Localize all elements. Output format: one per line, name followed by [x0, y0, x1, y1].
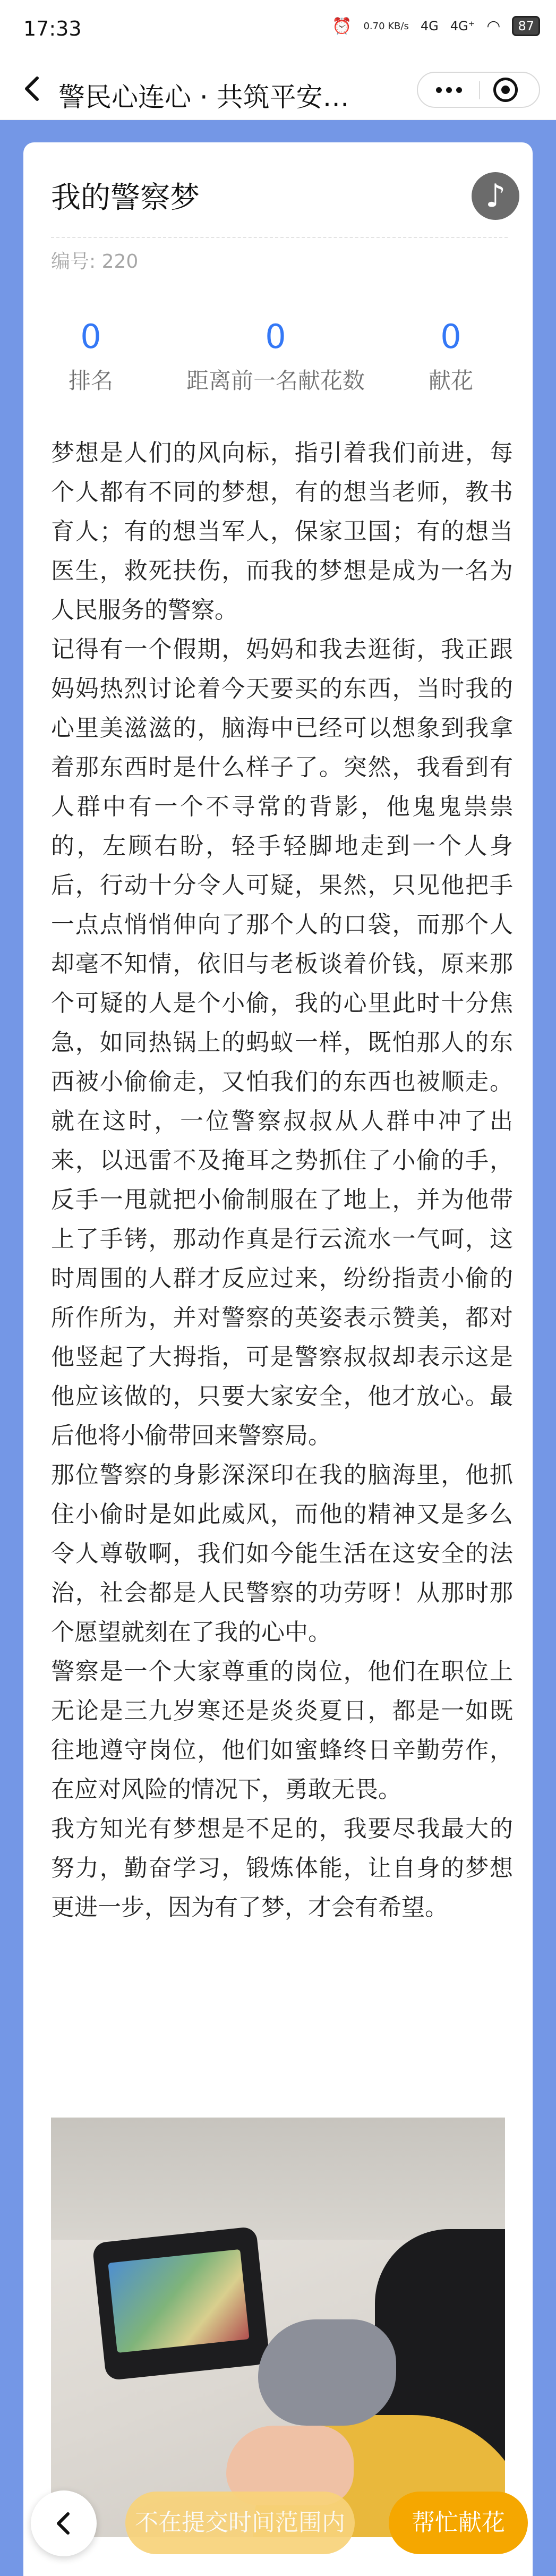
submit-window-closed-button[interactable]: 不在提交时间范围内	[125, 2492, 355, 2554]
status-bar	[0, 0, 556, 61]
photo-tablet-screen	[108, 2249, 249, 2353]
give-flowers-button[interactable]: 帮忙献花	[389, 2492, 528, 2554]
stat-rank-value: 0	[80, 317, 101, 356]
alarm-icon: ⏰	[332, 16, 352, 36]
essay-paragraph: 梦想是人们的风向标，指引着我们前进，每个人都有不同的梦想，有的想当老师，教书育人；有的想当军人，保家卫国；有的想当医生，救死扶伤，而我的梦想是成为一名为人民服务的警察。	[51, 439, 513, 624]
status-time: 17:33	[23, 17, 82, 40]
stat-flowers	[411, 318, 491, 395]
nav-bar	[0, 61, 556, 120]
stat-gap-value: 0	[265, 317, 286, 356]
stat-flowers-value: 0	[440, 317, 461, 356]
essay-card	[23, 142, 533, 2576]
essay-body	[51, 433, 513, 1927]
nav-title: 警民心连心 · 共筑平安…	[58, 82, 349, 113]
battery-icon: 87	[512, 16, 540, 36]
signal-icon-2: 4G⁺	[450, 19, 475, 33]
card-title: 我的警察梦	[51, 181, 200, 215]
essay-paragraph: 我方知光有梦想是不足的，我要尽我最大的努力，勤奋学习，锻炼体能，让自身的梦想更进一步，因为有了梦，才会有希望。	[51, 1815, 513, 1921]
round-back-button[interactable]	[31, 2490, 97, 2556]
menu-capsule	[417, 72, 540, 108]
photo-tablet	[92, 2226, 270, 2381]
photo-child-glove	[258, 2319, 396, 2426]
network-speed: 0.70 KB/s	[363, 20, 409, 32]
back-icon[interactable]	[17, 73, 49, 105]
wifi-icon: ◠	[486, 16, 501, 36]
stat-flowers-label: 献花	[428, 368, 473, 394]
music-note-icon[interactable]: ♪	[472, 172, 519, 220]
stat-gap	[175, 318, 377, 395]
close-icon[interactable]	[493, 78, 518, 102]
status-icons	[332, 16, 540, 36]
bottom-action-bar	[0, 2465, 556, 2576]
essay-paragraph: 那位警察的身影深深印在我的脑海里，他抓住小偷时是如此威风，而他的精神又是多么令人尊敬啊，我们如今能生活在这安全的法治，社会都是人民警察的功劳呀！从那时那个愿望就刻在了我的心中。	[51, 1461, 513, 1646]
photo-background	[51, 2118, 505, 2240]
round-back-icon	[48, 2507, 80, 2539]
stat-gap-label: 距离前一名献花数	[186, 368, 365, 394]
essay-paragraph: 警察是一个大家尊重的岗位，他们在职位上无论是三九岁寒还是炎炎夏日，都是一如既往地遵守岗位，他们如蜜蜂终日辛勤劳作，在应对风险的情况下，勇敢无畏。	[51, 1658, 513, 1803]
signal-icon-1: 4G	[420, 19, 439, 33]
capsule-divider	[479, 81, 480, 99]
title-divider	[51, 237, 508, 238]
entry-id: 编号: 220	[51, 251, 139, 273]
more-icon[interactable]	[427, 79, 470, 100]
stat-rank	[51, 318, 131, 395]
stat-rank-label: 排名	[68, 368, 113, 394]
essay-paragraph: 记得有一个假期，妈妈和我去逛街，我正跟妈妈热烈讨论着今天要买的东西，当时我的心里美滋滋的，脑海中已经可以想象到我拿着那东西时是什么样子了。突然，我看到有人群中有一个不寻常的背影，他鬼鬼祟祟的，左顾右盼，轻手轻脚地走到一个人身后，行动十分令人可疑，果然，只见他把手一点点悄悄伸向了那个人的口袋，而那个人却毫不知情，依旧与老板谈着价钱，原来那个可疑的人是个小偷，我的心里此时十分焦急，如同热锅上的蚂蚁一样，既怕那人的东西被小偷偷走，又怕我们的东西也被顺走。就在这时，一位警察叔叔从人群中冲了出来，以迅雷不及掩耳之势抓住了小偷的手，反手一甩就把小偷制服在了地上，并为他带上了手铐，那动作真是行云流水一气呵，这时周围的人群才反应过来，纷纷指责小偷的所作所为，并对警察的英姿表示赞美，都对他竖起了大拇指，可是警察叔叔却表示这是他应该做的，只要大家安全，他才放心。最后他将小偷带回来警察局。	[51, 636, 513, 1449]
